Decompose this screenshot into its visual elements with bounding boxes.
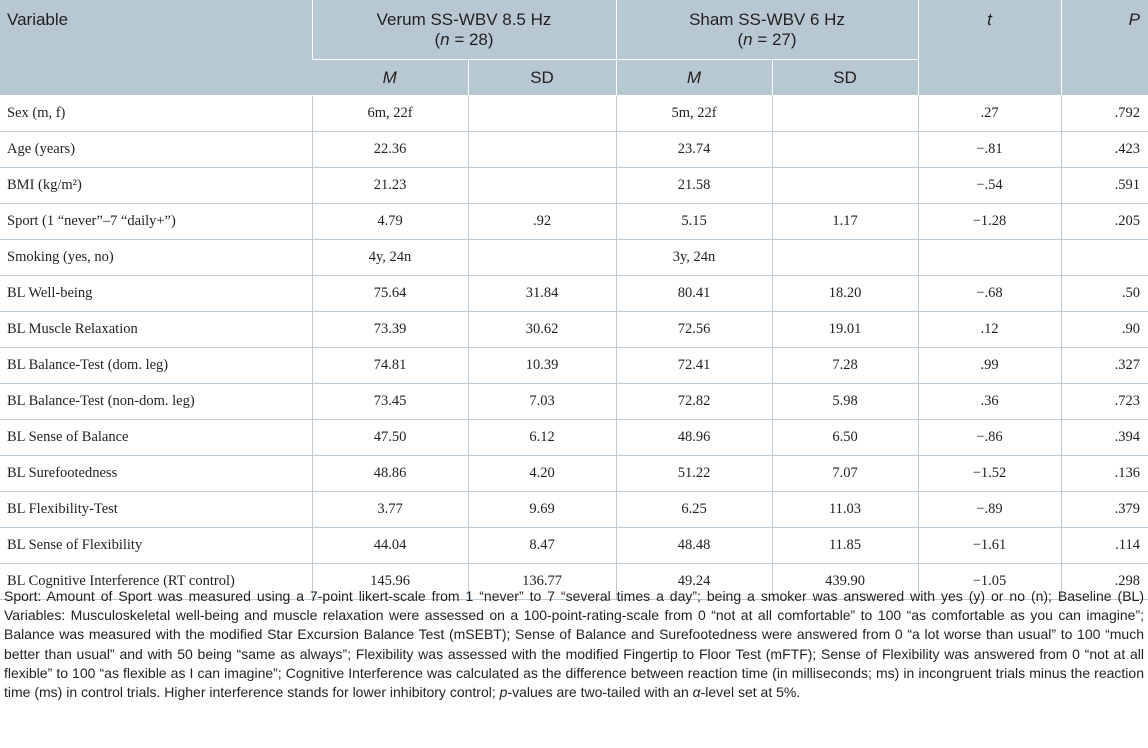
variable-cell: Sport (1 “never”–7 “daily+”) (0, 204, 312, 240)
table-row (0, 492, 1148, 528)
sham-sd-cell: 439.90 (772, 564, 918, 600)
t-value-cell: −1.61 (918, 528, 1061, 564)
sham-sd-cell: 1.17 (772, 204, 918, 240)
verum-mean-cell: 6m, 22f (312, 96, 468, 132)
header-sham-m: M (616, 60, 772, 96)
p-value-cell (1061, 240, 1148, 276)
sham-sd-cell: 7.07 (772, 456, 918, 492)
verum-mean-cell: 4y, 24n (312, 240, 468, 276)
sham-sd-cell (772, 132, 918, 168)
verum-sd-cell: 7.03 (468, 384, 616, 420)
variable-cell: BL Balance-Test (dom. leg) (0, 348, 312, 384)
verum-sd-cell: 31.84 (468, 276, 616, 312)
sham-sd-cell (772, 240, 918, 276)
sham-mean-cell: 48.96 (616, 420, 772, 456)
p-value-cell: .394 (1061, 420, 1148, 456)
header-p: P (1061, 0, 1148, 96)
verum-mean-cell: 4.79 (312, 204, 468, 240)
sham-mean-cell: 5.15 (616, 204, 772, 240)
table-body (0, 96, 1148, 600)
variable-cell: BL Cognitive Interference (RT control) (0, 564, 312, 600)
verum-mean-cell: 22.36 (312, 132, 468, 168)
verum-sd-cell (468, 96, 616, 132)
t-value-cell: −.54 (918, 168, 1061, 204)
t-value-cell: −.86 (918, 420, 1061, 456)
table-row (0, 240, 1148, 276)
sham-sd-cell: 18.20 (772, 276, 918, 312)
table-row (0, 348, 1148, 384)
verum-sd-cell: 30.62 (468, 312, 616, 348)
t-value-cell: .36 (918, 384, 1061, 420)
verum-mean-cell: 44.04 (312, 528, 468, 564)
sham-sd-cell: 6.50 (772, 420, 918, 456)
variable-cell: BL Sense of Flexibility (0, 528, 312, 564)
table-row (0, 168, 1148, 204)
variable-cell: BL Surefootedness (0, 456, 312, 492)
verum-sd-cell (468, 168, 616, 204)
t-value-cell: −.68 (918, 276, 1061, 312)
sham-sd-cell: 11.85 (772, 528, 918, 564)
variable-cell: BL Flexibility-Test (0, 492, 312, 528)
sham-sd-cell (772, 96, 918, 132)
verum-sd-cell: 136.77 (468, 564, 616, 600)
table-row (0, 420, 1148, 456)
sham-mean-cell: 72.56 (616, 312, 772, 348)
t-value-cell: −.81 (918, 132, 1061, 168)
variable-cell: Smoking (yes, no) (0, 240, 312, 276)
verum-sd-cell (468, 132, 616, 168)
table-row (0, 204, 1148, 240)
sham-mean-cell: 21.58 (616, 168, 772, 204)
verum-sd-cell: .92 (468, 204, 616, 240)
variable-cell: Age (years) (0, 132, 312, 168)
table-row (0, 132, 1148, 168)
table-row (0, 528, 1148, 564)
table-row (0, 276, 1148, 312)
p-value-cell: .591 (1061, 168, 1148, 204)
table-header (0, 0, 1148, 96)
sham-mean-cell: 23.74 (616, 132, 772, 168)
sham-sd-cell (772, 168, 918, 204)
header-variable: Variable (0, 0, 312, 96)
p-value-cell: .90 (1061, 312, 1148, 348)
t-value-cell: −.89 (918, 492, 1061, 528)
header-sham-group (616, 0, 918, 60)
header-verum-group (312, 0, 616, 60)
p-value-cell: .327 (1061, 348, 1148, 384)
sham-sd-cell: 7.28 (772, 348, 918, 384)
verum-sd-cell: 8.47 (468, 528, 616, 564)
variable-cell: BL Well-being (0, 276, 312, 312)
p-value-cell: .114 (1061, 528, 1148, 564)
t-value-cell: −1.05 (918, 564, 1061, 600)
p-value-cell: .205 (1061, 204, 1148, 240)
verum-mean-cell: 145.96 (312, 564, 468, 600)
t-value-cell: .12 (918, 312, 1061, 348)
footnote-text-2: -values are two-tailed with an (507, 684, 693, 701)
verum-sd-cell: 10.39 (468, 348, 616, 384)
sham-mean-cell: 80.41 (616, 276, 772, 312)
p-value-cell: .136 (1061, 456, 1148, 492)
header-verum-m: M (312, 60, 468, 96)
variable-cell: BL Balance-Test (non-dom. leg) (0, 384, 312, 420)
p-value-cell: .792 (1061, 96, 1148, 132)
footnote-text-1: Sport: Amount of Sport was measured using a 7-point likert-scale from 1 “never” to 7 “several times a day”; being a smoker was answered with yes (y) or no (n); Baseline (BL) Variables: Musculoskeletal well-being and muscle relaxation were assessed on a 100-point-rating-scale from 0 “not at all comfortable” to 100 “as comfortable as you can imagine”; Balance was measured with the modified Star Excursion Balance Test (mSEBT); Sense of Balance and Surefootedness were answered from 0 “a lot worse than usual” to 100 “much better than usual” and with 50 being “same as always”; Flexibility was assessed with the modified Fingertip to Floor Test (mFTF); Sense of Flexibility was answered from 0 “not at all flexible” to 100 “as flexible as I can imagine”; Cognitive Interference was calculated as the difference between reaction time (in milliseconds; ms) in incongruent trials minus the reaction time (ms) in control trials. Higher interference stands for lower inhibitory control; (4, 588, 1144, 701)
p-value-cell: .50 (1061, 276, 1148, 312)
header-row-groups (0, 0, 1148, 60)
sham-mean-cell: 51.22 (616, 456, 772, 492)
p-value-cell: .379 (1061, 492, 1148, 528)
header-sham-label: Sham SS-WBV 6 Hz (689, 9, 845, 29)
verum-mean-cell: 73.39 (312, 312, 468, 348)
footnote-text-3: -level set at 5%. (700, 684, 801, 701)
header-sham-n: (n = 27) (737, 29, 797, 49)
footnote-p-symbol: p (499, 684, 508, 701)
p-value-cell: .298 (1061, 564, 1148, 600)
verum-mean-cell: 48.86 (312, 456, 468, 492)
sham-sd-cell: 19.01 (772, 312, 918, 348)
verum-mean-cell: 21.23 (312, 168, 468, 204)
sham-mean-cell: 6.25 (616, 492, 772, 528)
verum-sd-cell: 9.69 (468, 492, 616, 528)
verum-sd-cell: 4.20 (468, 456, 616, 492)
header-t: t (918, 0, 1061, 96)
t-value-cell: .99 (918, 348, 1061, 384)
table-row (0, 96, 1148, 132)
variable-cell: BL Muscle Relaxation (0, 312, 312, 348)
table-row (0, 312, 1148, 348)
t-value-cell (918, 240, 1061, 276)
table-footnote (4, 587, 1144, 702)
sham-mean-cell: 49.24 (616, 564, 772, 600)
verum-mean-cell: 75.64 (312, 276, 468, 312)
t-value-cell: .27 (918, 96, 1061, 132)
header-verum-label: Verum SS-WBV 8.5 Hz (376, 9, 552, 29)
header-sham-sd: SD (772, 60, 918, 96)
verum-mean-cell: 74.81 (312, 348, 468, 384)
sham-mean-cell: 72.82 (616, 384, 772, 420)
header-verum-n: (n = 28) (434, 29, 494, 49)
t-value-cell: −1.52 (918, 456, 1061, 492)
sham-mean-cell: 72.41 (616, 348, 772, 384)
table-row (0, 384, 1148, 420)
verum-sd-cell (468, 240, 616, 276)
p-value-cell: .423 (1061, 132, 1148, 168)
header-verum-sd: SD (468, 60, 616, 96)
sham-sd-cell: 5.98 (772, 384, 918, 420)
p-value-cell: .723 (1061, 384, 1148, 420)
sham-mean-cell: 3y, 24n (616, 240, 772, 276)
sham-sd-cell: 11.03 (772, 492, 918, 528)
variable-cell: BL Sense of Balance (0, 420, 312, 456)
table-row (0, 456, 1148, 492)
verum-mean-cell: 73.45 (312, 384, 468, 420)
sham-mean-cell: 48.48 (616, 528, 772, 564)
verum-sd-cell: 6.12 (468, 420, 616, 456)
footnote-alpha-symbol: α (692, 684, 701, 701)
variable-cell: Sex (m, f) (0, 96, 312, 132)
sham-mean-cell: 5m, 22f (616, 96, 772, 132)
verum-mean-cell: 47.50 (312, 420, 468, 456)
t-value-cell: −1.28 (918, 204, 1061, 240)
verum-mean-cell: 3.77 (312, 492, 468, 528)
variable-cell: BMI (kg/m²) (0, 168, 312, 204)
